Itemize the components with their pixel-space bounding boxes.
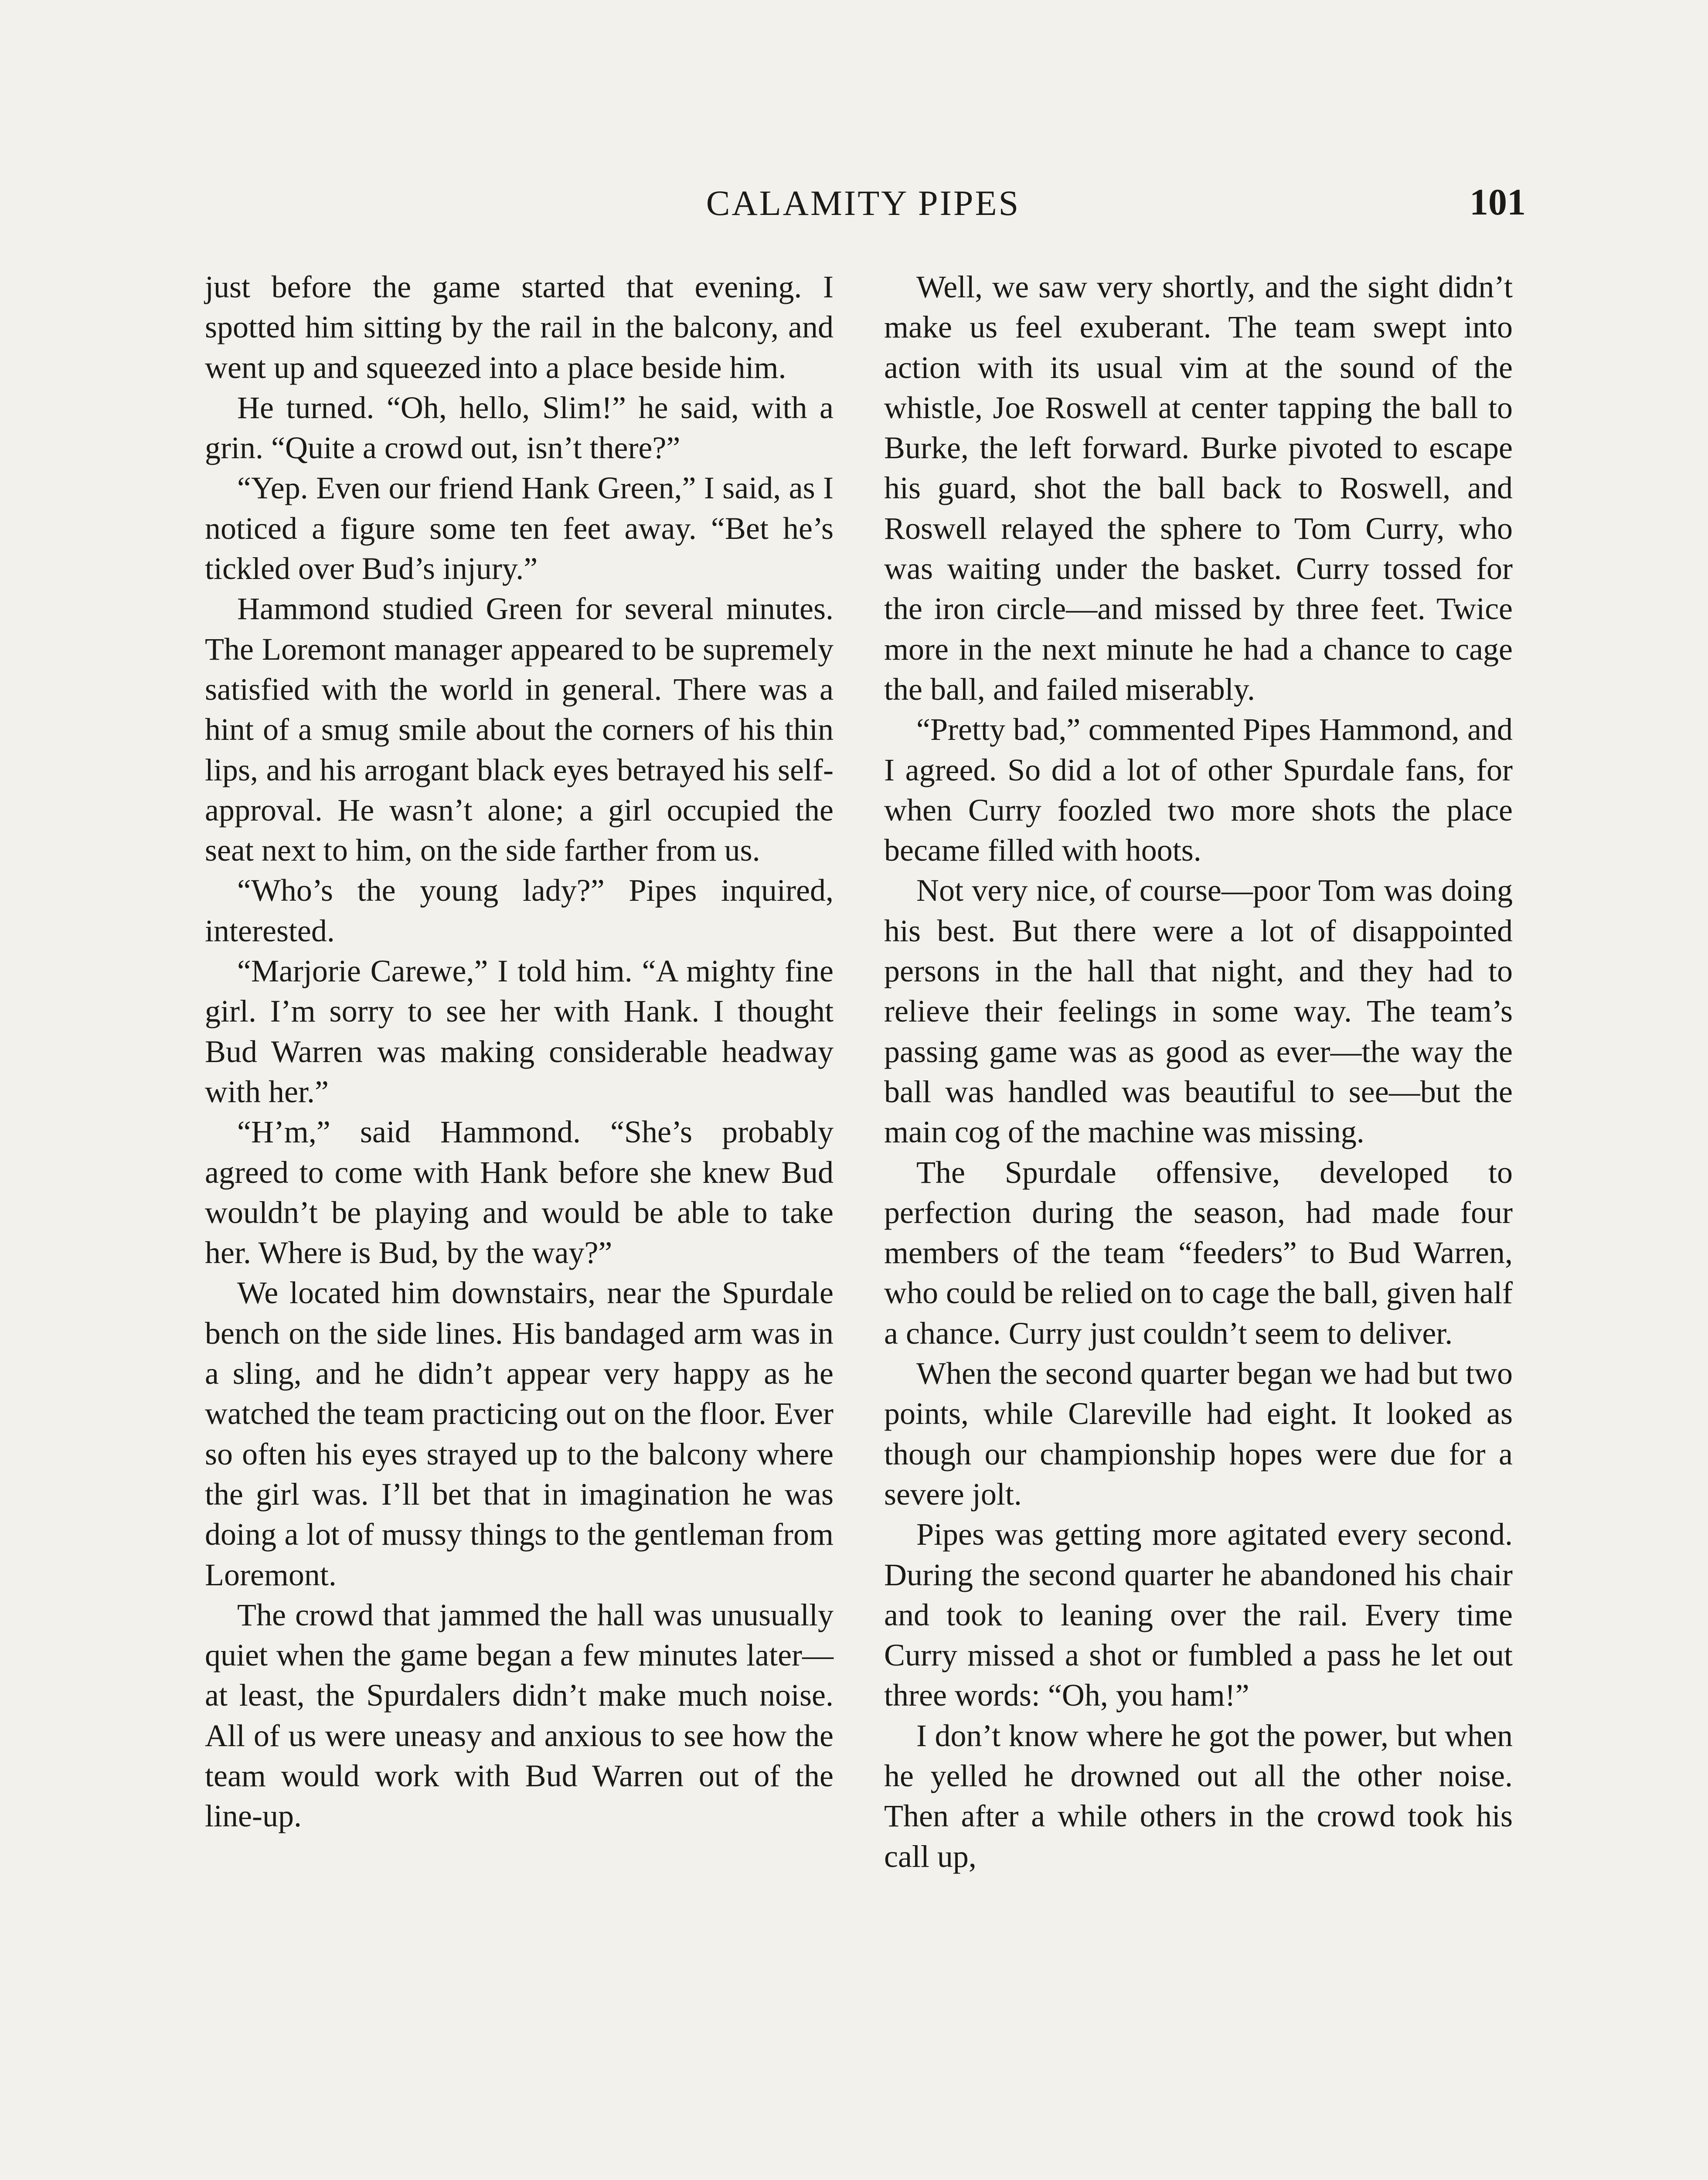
- paragraph: “H’m,” said Hammond. “She’s probably agreed to come with Hank before she knew Bud wouldn’t be playing and would be able to take her. Where is Bud, by the way?”: [205, 1114, 834, 1271]
- paragraph: Hammond studied Green for several minutes. The Loremont manager appeared to be supremely satisfied with the world in general. There was a hint of a smug smile about the corners of his thin lips, and his arrogant black eyes betrayed his self-approval. He wasn’t alone; a girl occupied the seat next to him, on the side farther from us.: [205, 591, 834, 868]
- text-column-right: [884, 267, 1513, 1877]
- paragraph: “Yep. Even our friend Hank Green,” I said, as I noticed a figure some ten feet away. “Bet he’s tickled over Bud’s injury.”: [205, 470, 834, 586]
- running-title: CALAMITY PIPES: [706, 183, 1021, 223]
- paragraph: Well, we saw very shortly, and the sight didn’t make us feel exuberant. The team swept into action with its usual vim at the sound of the whistle, Joe Roswell at center tapping the ball to Burke, the left forward. Burke pivoted to escape his guard, shot the ball back to Roswell, and Roswell relayed the sphere to Tom Curry, who was waiting under the basket. Curry tossed for the iron circle—and missed by three feet. Twice more in the next minute he had a chance to cage the ball, and failed miserably.: [884, 269, 1513, 707]
- paragraph: just before the game started that evening. I spotted him sitting by the rail in the balcony, and went up and squeezed into a place beside him.: [205, 269, 834, 385]
- text-column-left: [205, 267, 834, 1836]
- paragraph: The crowd that jammed the hall was unusually quiet when the game began a few minutes later—at least, the Spurdalers didn’t make much noise. All of us were uneasy and anxious to see how the team would work with Bud Warren out of the line-up.: [205, 1597, 834, 1834]
- paragraph: I don’t know where he got the power, but when he yelled he drowned out all the other noise. Then after a while others in the crowd took his call up,: [884, 1718, 1513, 1874]
- page-number: 101: [1470, 181, 1526, 223]
- paragraph: “Who’s the young lady?” Pipes inquired, interested.: [205, 873, 834, 948]
- paragraph: Pipes was getting more agitated every second. During the second quarter he abandoned his chair and took to leaning over the rail. Every time Curry missed a shot or fumbled a pass he let out three words: “Oh, you ham!”: [884, 1517, 1513, 1713]
- paragraph: “Marjorie Carewe,” I told him. “A mighty fine girl. I’m sorry to see her with Hank. I thought Bud Warren was making considerable headway with her.”: [205, 954, 834, 1109]
- paragraph: Not very nice, of course—poor Tom was doing his best. But there were a lot of disappointed persons in the hall that night, and they had to relieve their feelings in some way. The team’s passing game was as good as ever—the way the ball was handled was beautiful to see—but the main cog of the machine was missing.: [884, 873, 1513, 1150]
- paragraph: The Spurdale offensive, developed to perfection during the season, had made four members of the team “feeders” to Bud Warren, who could be relied on to cage the ball, given half a chance. Curry just couldn’t seem to deliver.: [884, 1155, 1513, 1351]
- paragraph: We located him downstairs, near the Spurdale bench on the side lines. His bandaged arm was in a sling, and he didn’t appear very happy as he watched the team practicing out on the floor. Ever so often his eyes strayed up to the balcony where the girl was. I’ll bet that in imagination he was doing a lot of mussy things to the gentleman from Loremont.: [205, 1275, 834, 1592]
- paragraph: When the second quarter began we had but two points, while Clareville had eight. It looked as though our championship hopes were due for a severe jolt.: [884, 1356, 1513, 1512]
- paragraph: “Pretty bad,” commented Pipes Hammond, and I agreed. So did a lot of other Spurdale fans, for when Curry foozled two more shots the place became filled with hoots.: [884, 712, 1513, 868]
- paragraph: He turned. “Oh, hello, Slim!” he said, with a grin. “Quite a crowd out, isn’t there?”: [205, 390, 834, 466]
